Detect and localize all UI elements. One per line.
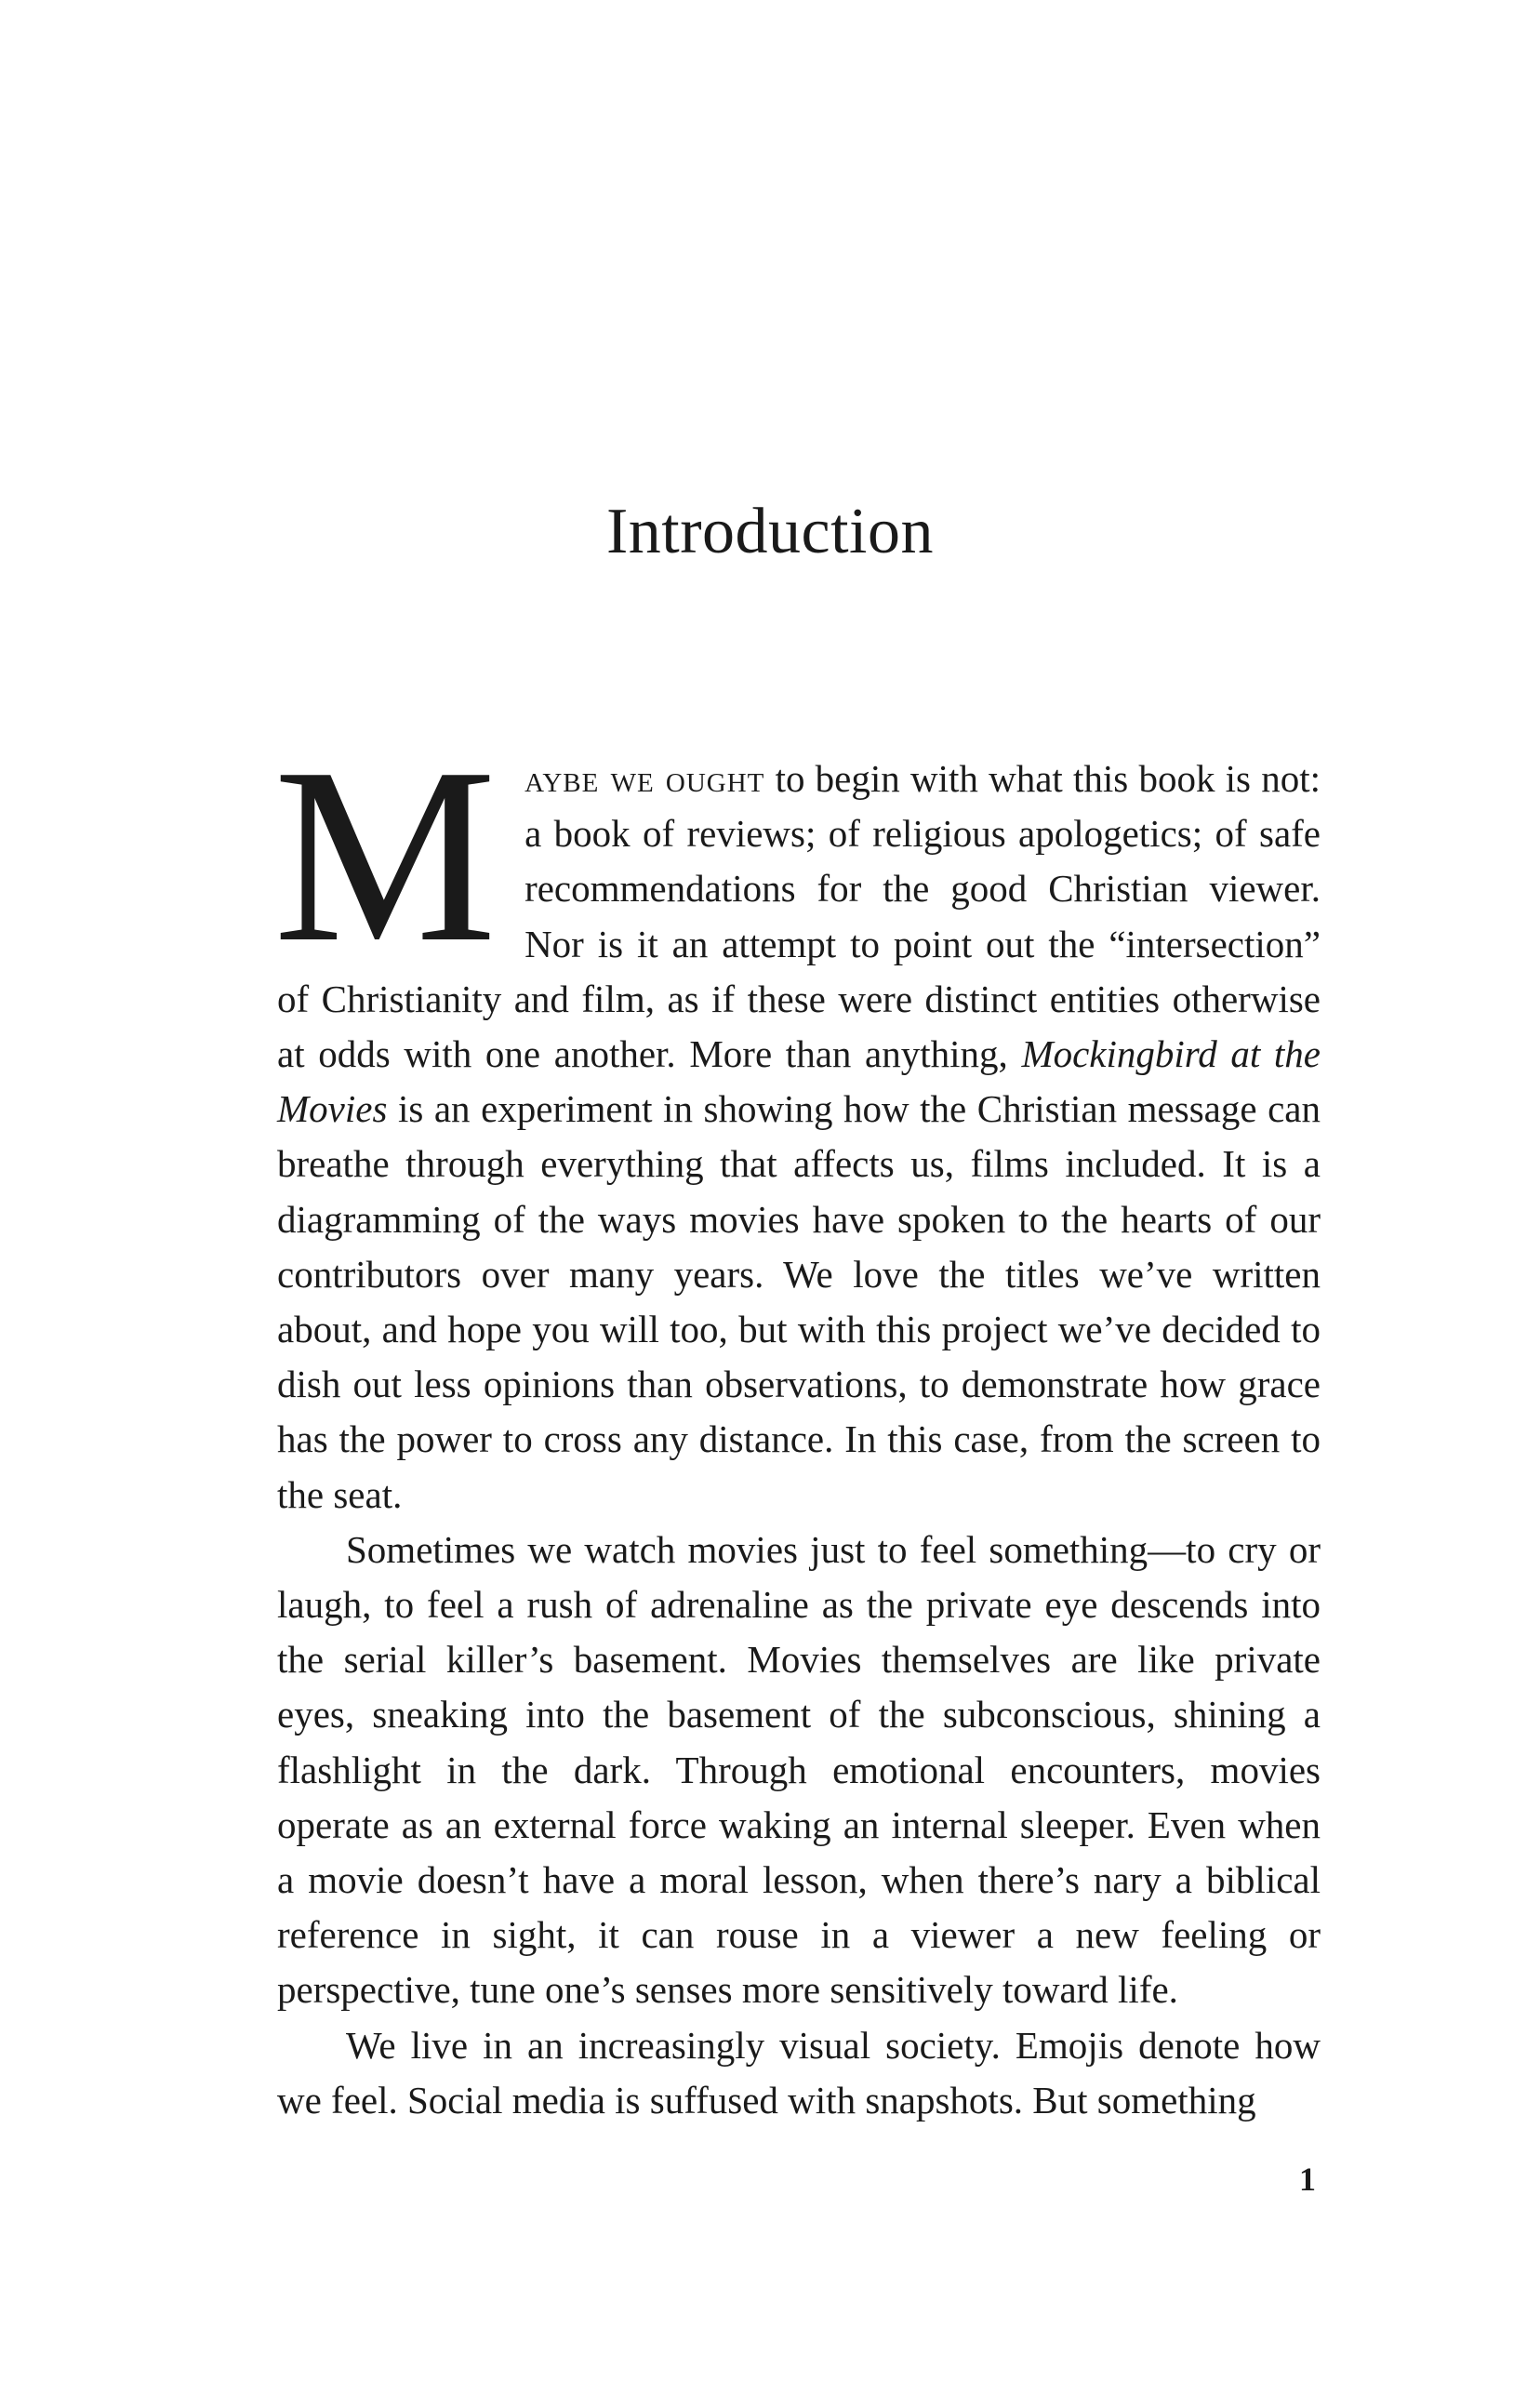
drop-cap: M (273, 716, 498, 994)
paragraph-3: We live in an increasingly visual society. Emojis denote how we feel. Social media is suffused with snapshots. But something (277, 2023, 1321, 2122)
chapter-title: Introduction (605, 496, 935, 567)
book-title-italic: Mockingbird at the Movies (277, 1032, 1321, 1131)
lead-small-caps: aybe we ought (524, 757, 765, 800)
paragraph-1-text-b: is an experiment in showing how the Christian message can breathe through everything that affects us, films included. It is a diagramming of the ways movies have spoken to the hearts of our contributors over many years. We love the titles we’ve written about, and hope you will too, but with this project we’ve decided to dish out less opinions than observations, to demonstrate how grace has the power to cross any distance. In this case, from the screen to the seat. (277, 1087, 1321, 1516)
body-text (273, 716, 1321, 2128)
paragraph-1-text-a: to begin with what this book is not: a book of reviews; of religious apologetics; of safe recommendations for the good Christian viewer. Nor is it an attempt to point out the “intersection” of Christianity and film, as if these were distinct entities otherwise at odds with one another. More than anything, (277, 757, 1321, 1076)
page-number: 1 (1299, 2161, 1316, 2198)
paragraph-1 (273, 716, 1321, 1523)
paragraph-2: Sometimes we watch movies just to feel something—to cry or laugh, to feel a rush of adrenaline as the private eye descends into the serial killer’s basement. Movies themselves are like private eyes, sneaking into the basement of the subconscious, shining a flashlight in the dark. Through emotional encounters, movies operate as an external force waking an internal sleeper. Even when a movie doesn’t have a moral lesson, when there’s nary a biblical reference in sight, it can rouse in a viewer a new feeling or perspective, tune one’s senses more sensitively toward life. (277, 1527, 1321, 2012)
